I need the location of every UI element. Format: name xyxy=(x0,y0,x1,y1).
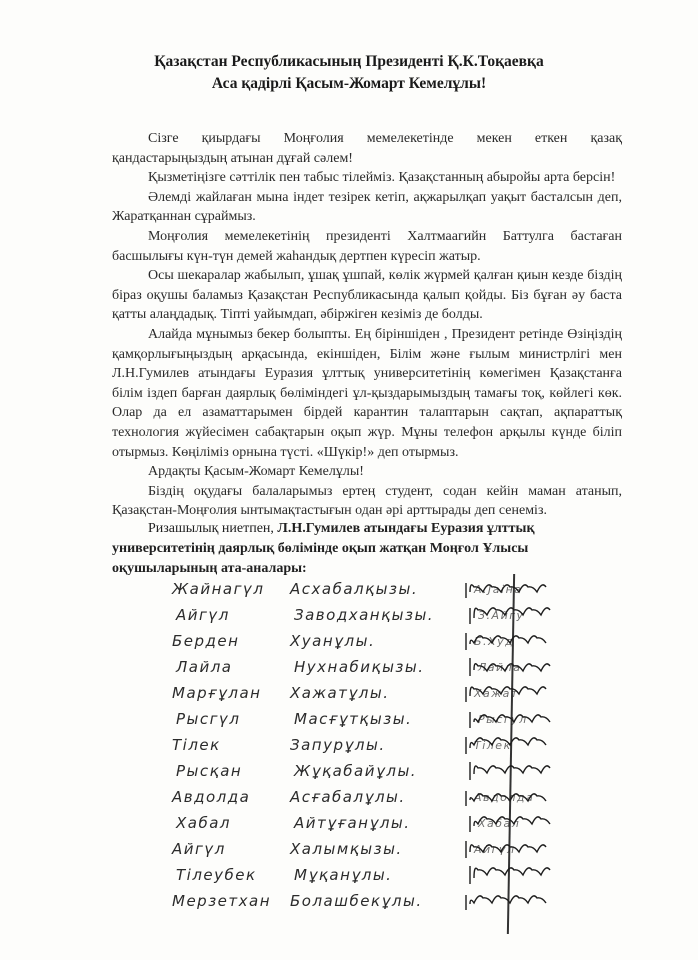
svg-text:Хажат: Хажат xyxy=(474,687,519,700)
svg-text:Тілек: Тілек xyxy=(474,739,512,752)
handwritten-signature xyxy=(460,576,560,600)
svg-text:Авдолда: Авдолда xyxy=(474,791,535,804)
handwritten-signature xyxy=(464,654,564,678)
signatory-first-name: Айгүл xyxy=(172,840,226,858)
letter-heading-salutation: Аса қадірлі Қасым-Жомарт Кемелұлы! xyxy=(211,75,487,92)
signatory-row xyxy=(164,706,580,732)
signatory-row xyxy=(164,810,580,836)
paragraph: Қызметіңізге сәттілік пен табыс тілейміз. Қазақстанның абыройы арта берсін! xyxy=(148,170,616,186)
paragraph: Сізге қиырдағы Моңғолия мемелекетінде мекен еткен қазақ қандастарыңыздың атынан дұғай сәлем! xyxy=(112,131,622,166)
paragraph: Осы шекаралар жабылып, ұшақ ұшпай, көлік жүрмей қалған қиын кезде біздің біраз оқушы баламыз Қазақстан Республикасында қалып қойды. Біз бұған әу баста қатты алаңдадық. Тіпті уайымдап, әбіржіген кезіміз де болды. xyxy=(112,268,622,323)
letter-heading-addressee: Қазақстан Республикасының Президенті Қ.К.Тоқаевқа xyxy=(154,53,544,70)
signatory-first-name: Тілеубек xyxy=(176,866,257,884)
signatory-row xyxy=(160,784,580,810)
paragraph: Алайда мұнымыз бекер болыпты. Ең біріншіден , Президент ретінде Өзіңіздің қамқорлығыңыздың арқасында, екіншіден, Білім және ғылым министрлігі мен Л.Н.Гумилев атындағы Еуразия ұлттық университетінің көмегімен Қазақстанға білім іздеп барған даярлық бөліміндегі ұл-қыздарымыздың тамағы тоқ, көйлегі көк. Олар да ел азаматтарымен бірдей карантин талаптарын сақтап, ақпараттық технология жүйесімен сабақтарын оқып жүр. Мұны телефон арқылы күнде біліп отырмыз. Көңіліміз орнына түсті. «Шүкір!» деп отырмыз. xyxy=(112,326,622,460)
handwritten-signature xyxy=(460,732,560,756)
closing-prefix: Ризашылық ниетпен, xyxy=(148,521,278,536)
handwritten-signature xyxy=(460,836,560,860)
signatory-last-name: Асхабалқызы. xyxy=(290,580,419,598)
signatory-first-name: Жайнагүл xyxy=(172,580,265,598)
paragraph: Біздің оқудағы балаларымыз ертең студент, содан кейін маман атанып, Қазақстан-Моңғолия ынтымақтастығын одан әрі арттырады деп сенеміз. xyxy=(112,483,622,519)
signatory-last-name: Масғұтқызы. xyxy=(294,710,413,728)
svg-text:А.Јаіна: А.Јаіна xyxy=(474,583,523,596)
handwritten-signature xyxy=(460,888,560,912)
signatory-row xyxy=(164,758,580,784)
signatory-first-name: Мерзетхан xyxy=(172,892,272,910)
signatory-row xyxy=(164,654,580,680)
signatory-list xyxy=(160,576,580,914)
signatory-row xyxy=(160,576,580,602)
paragraph: Әлемді жайлаған мына індет тезірек кетіп, ақжарылқап уақыт басталсын деп, Жаратқаннан сұраймыз. xyxy=(112,189,622,225)
signatory-row xyxy=(160,836,580,862)
svg-text:Рысгул: Рысгул xyxy=(478,713,528,726)
handwritten-signature xyxy=(460,628,560,652)
signatory-last-name: Жұқабайұлы. xyxy=(294,762,418,780)
signatory-first-name: Марғұлан xyxy=(172,684,262,702)
signatory-row xyxy=(160,732,580,758)
signatory-row xyxy=(160,628,580,654)
signatory-first-name: Рысгүл xyxy=(176,710,241,728)
handwritten-signature xyxy=(464,706,564,730)
signatory-last-name: Заводханқызы. xyxy=(294,606,435,624)
signatory-first-name: Хабал xyxy=(176,814,231,832)
signatory-first-name: Авдолда xyxy=(172,788,251,806)
handwritten-signature xyxy=(464,602,564,626)
letter-body xyxy=(112,129,622,521)
signatory-row xyxy=(164,602,580,628)
signatory-last-name: Хуанұлы. xyxy=(290,632,376,650)
handwritten-signature xyxy=(460,784,560,808)
handwritten-signature xyxy=(464,758,564,782)
signatory-last-name: Асғабалұлы. xyxy=(290,788,406,806)
svg-text:Хабал: Хабал xyxy=(478,817,521,830)
letter-closing xyxy=(112,519,632,579)
signatory-last-name: Айтұғанұлы. xyxy=(294,814,411,832)
svg-text:Б.Худ: Б.Худ xyxy=(474,635,515,648)
handwritten-signature xyxy=(464,810,564,834)
signatory-first-name: Лайла xyxy=(176,658,233,676)
signatory-last-name: Хажатұлы. xyxy=(290,684,390,702)
closing-signatories-label: Л.Н.Гумилев атындағы Еуразия ұлттық университетінің даярлық бөлімінде оқып жатқан Моңғол Ұлысы оқушыларының ата-аналары: xyxy=(112,521,535,576)
signatory-first-name: Тілек xyxy=(172,736,221,754)
signatory-last-name: Халымқызы. xyxy=(290,840,403,858)
handwritten-signature xyxy=(460,680,560,704)
signatory-row xyxy=(160,888,580,914)
svg-text:Айгүл: Айгүл xyxy=(474,843,516,856)
svg-text:Лайла: Лайла xyxy=(478,661,522,674)
handwritten-signature xyxy=(464,862,564,886)
signatory-last-name: Болашбекұлы. xyxy=(290,892,423,910)
signatory-last-name: Мұқанұлы. xyxy=(294,866,393,884)
svg-text:З.Айгу: З.Айгу xyxy=(478,609,525,622)
signatory-last-name: Нухнабиқызы. xyxy=(294,658,425,676)
paragraph: Моңғолия мемелекетінің президенті Халтмаагийн Баттулга бастаған басшылығы күн-түн демей жаһандық дертпен күресіп жатыр. xyxy=(112,228,622,264)
signatory-first-name: Берден xyxy=(172,632,240,650)
closing-paragraph xyxy=(112,519,632,579)
signatory-first-name: Рысқан xyxy=(176,762,243,780)
signatory-first-name: Айгүл xyxy=(176,606,230,624)
signatory-row xyxy=(160,680,580,706)
signatory-row xyxy=(164,862,580,888)
paragraph: Ардақты Қасым-Жомарт Кемелұлы! xyxy=(148,464,364,480)
signatory-last-name: Запурұлы. xyxy=(290,736,386,754)
